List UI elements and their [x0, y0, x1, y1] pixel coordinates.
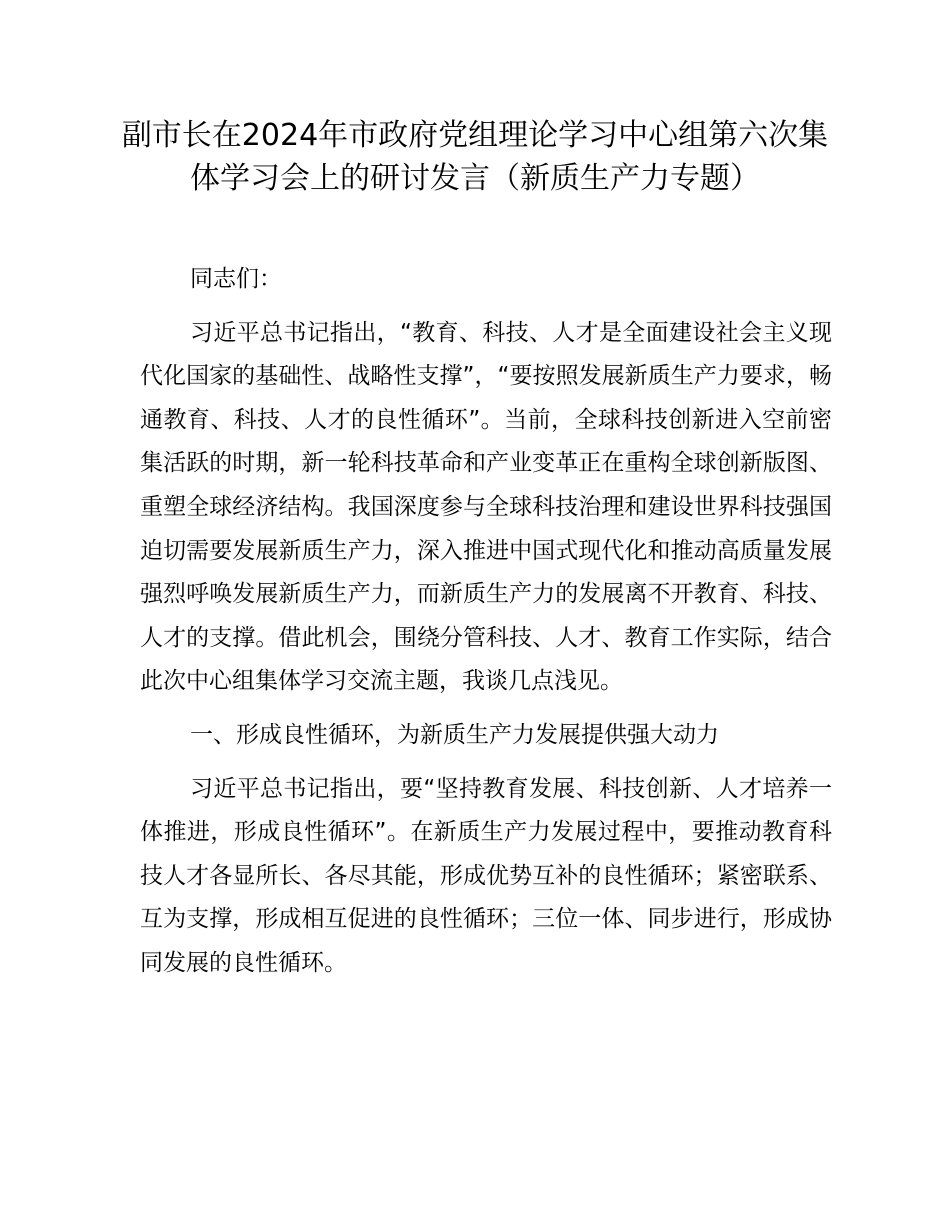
section-heading-1: 一、形成良性循环，为新质生产力发展提供强大动力 — [190, 721, 719, 748]
document-body — [140, 258, 832, 996]
section-1-paragraph: 习近平总书记指出，要“坚持教育发展、科技创新、人才培养一体推进，形成良性循环”。在新质生产力发展过程中，要推动教育科技人才各显所长、各尽其能，形成优势互补的良性循环；紧密联系、互为支撑，形成相互促进的良性循环；三位一体、同步进行，形成协同发展的良性循环。 — [140, 775, 832, 976]
document-title: 副市长在2024年市政府党组理论学习中心组第六次集体学习会上的研讨发言（新质生产力专题） — [121, 118, 829, 196]
salutation-paragraph: 同志们： — [190, 266, 282, 292]
intro-paragraph: 习近平总书记指出，“教育、科技、人才是全面建设社会主义现代化国家的基础性、战略性支撑”，“要按照发展新质生产力要求，畅通教育、科技、人才的良性循环”。当前，全球科技创新进入空前密集活跃的时期，新一轮科技革命和产业变革正在重构全球创新版图、重塑全球经济结构。我国深度参与全球科技治理和建设世界科技强国迫切需要发展新质生产力，深入推进中国式现代化和推动高质量发展强烈呼唤发展新质生产力，而新质生产力的发展离不开教育、科技、人才的支撑。借此机会，围绕分管科技、人才、教育工作实际，结合此次中心组集体学习交流主题，我谈几点浅见。 — [140, 319, 832, 695]
